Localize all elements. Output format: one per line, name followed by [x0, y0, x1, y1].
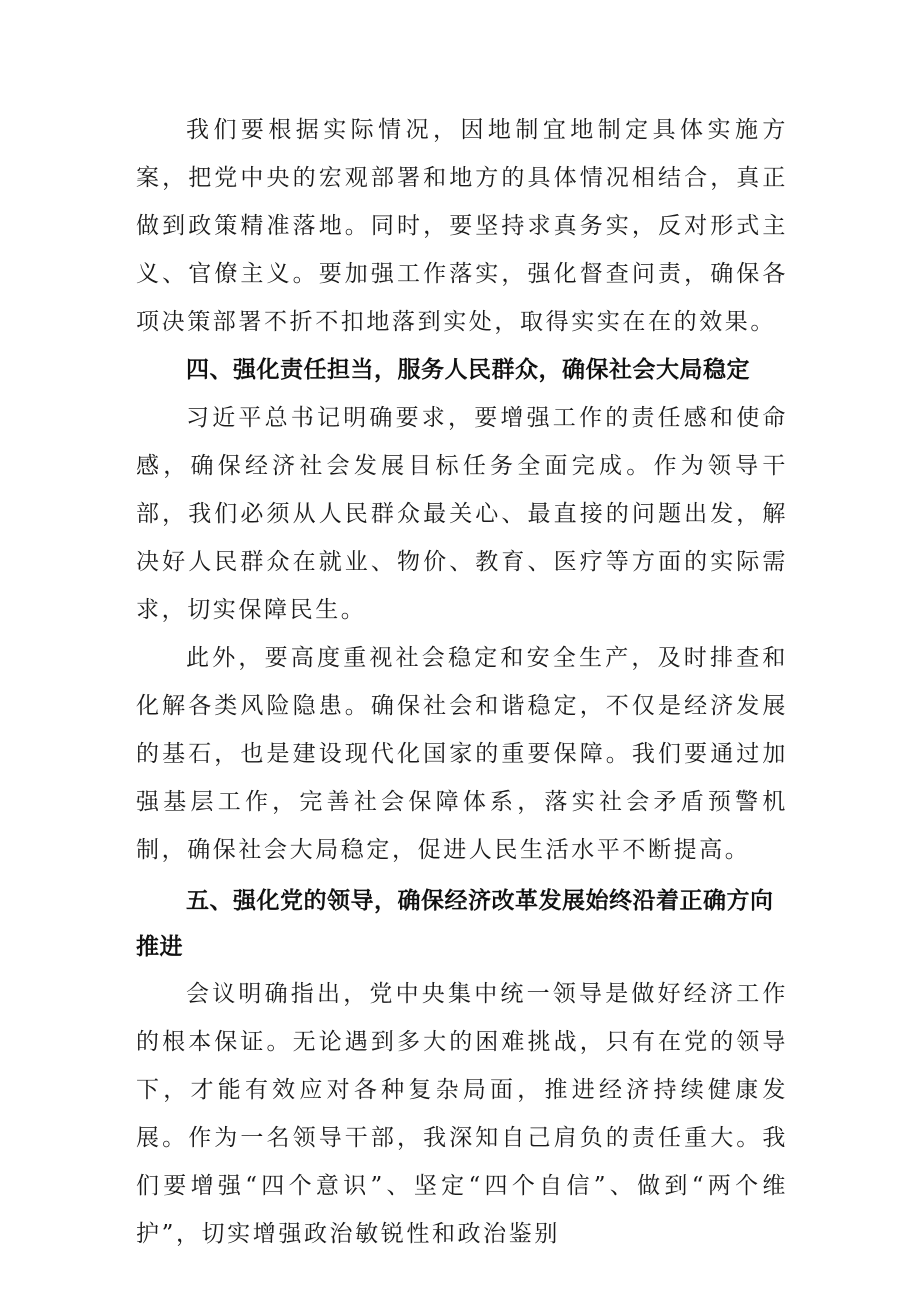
paragraph-party-leadership: 会议明确指出，党中央集中统一领导是做好经济工作的根本保证。无论遇到多大的困难挑战，只有在党的领导下，才能有效应对各种复杂局面，推进经济持续健康发展。作为一名领导干部，我深知自己肩负的责任重大。我们要增强“四个意识”、坚定“四个自信”、做到“两个维护”，切实增强政治敏锐性和政治鉴别: [136, 981, 788, 1247]
paragraph-policy-implementation: 我们要根据实际情况，因地制宜地制定具体实施方案，把党中央的宏观部署和地方的具体情况相结合，真正做到政策精准落地。同时，要坚持求真务实，反对形式主义、官僚主义。要加强工作落实，强化督查问责，确保各项决策部署不折不扣地落到实处，取得实实在在的效果。: [136, 117, 788, 335]
paragraph-social-stability: 此外，要高度重视社会稳定和安全生产，及时排查和化解各类风险隐患。确保社会和谐稳定，不仅是经济发展的基石，也是建设现代化国家的重要保障。我们要通过加强基层工作，完善社会保障体系，落实社会矛盾预警机制，确保社会大局稳定，促进人民生活水平不断提高。: [136, 645, 788, 863]
document-body: [136, 106, 788, 1258]
section-heading-4: 四、强化责任担当，服务人民群众，确保社会大局稳定: [186, 357, 750, 383]
section-heading-5: 五、强化党的领导，确保经济改革发展始终沿着正确方向推进: [136, 888, 774, 960]
paragraph-responsibility: 习近平总书记明确要求，要增强工作的责任感和使命感，确保经济社会发展目标任务全面完成。作为领导干部，我们必须从人民群众最关心、最直接的问题出发，解决好人民群众在就业、物价、教育、医疗等方面的实际需求，切实保障民生。: [136, 405, 788, 623]
